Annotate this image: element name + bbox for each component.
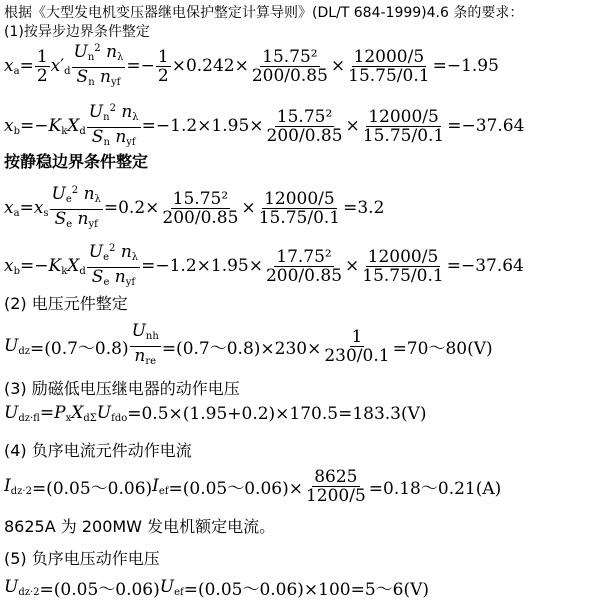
eq1-result: =−1.95	[432, 56, 499, 76]
equation-udz-fl: $U_{dz\cdot fl}=P_xX_{d\Sigma}U_{fdo}$ =0.5×(1.95+0.2)×170.5=183.3(V)	[4, 403, 427, 424]
eq1-tail: =−	[126, 56, 155, 76]
eq3-result: =3.2	[343, 198, 385, 218]
equation-udz2: $U_{dz\cdot 2}$ =(0.05～0.06) $U_{ef}$ =(0.05～0.06)×100=5～6(V)	[4, 577, 430, 600]
equation-idz2: $I_{dz\cdot 2}$ =(0.05～0.06) $I_{ef}$ =(0.05～0.06)× $\frac{8625}{1200/5}$ =0.18～0.21(A)	[4, 467, 502, 506]
eq4-result: =−37.64	[446, 256, 524, 276]
section-1-title: (1)按异步边界条件整定	[4, 24, 150, 40]
equation-xa-async: $x_a=$ $\frac{1}{2}$ $x'_d$ $\frac{U_n^2 n_\lambda}{S_n n_{yf}}$ =− $\frac{1}{2}$ ×0.242× $\frac{\text{15.75²}}{200/0.85}$ × $\frac{12000/5}{15.75/0.1}$ =−1.95	[4, 42, 499, 88]
eq7-result: =0.18～0.21(A)	[368, 479, 502, 499]
header-text: 根据《大型发电机变压器继电保护整定计算导则》(DL/T 684-1999)4.6 条的要求：	[4, 5, 524, 21]
rated-current-note: 8625A 为 200MW 发电机额定电流。	[4, 517, 276, 536]
equation-xa-static: $x_a=x_s$ $\frac{U_e^2 n_\lambda}{S_e n_{yf}}$ =0.2× $\frac{\text{15.75²}}{200/0.85}$ × $\frac{12000/5}{15.75/0.1}$ =3.2	[4, 184, 385, 230]
section-6-title: (5) 负序电压动作电压	[4, 549, 160, 568]
eq5-result: =70～80(V)	[392, 339, 493, 359]
equation-udz: $U_{dz}$ =(0.7～0.8) $\frac{U_{nh}}{n_{re}}$ =(0.7～0.8)×230× $\frac{1}{230/0.1}$ =70～80(V)	[4, 321, 493, 367]
eq2-result: =−37.64	[447, 116, 525, 136]
section-2-title: 按静稳边界条件整定	[4, 152, 149, 171]
equation-xb-static: $x_b=-K_kX_d$ $\frac{U_e^2 n_\lambda}{S_e n_{yf}}$ =−1.2×1.95× $\frac{\text{17.75²}}{200/0.85}$ × $\frac{12000/5}{15.75/0.1}$ =−37.64	[4, 242, 524, 288]
section-3-title: (2) 电压元件整定	[4, 294, 128, 313]
eq8-result: =(0.05～0.06)×100=5～6(V)	[183, 580, 430, 600]
equation-xb-async: $x_b=-K_kX_d$ $\frac{U_n^2 n_\lambda}{S_n n_{yf}}$ =−1.2×1.95× $\frac{\text{15.75²}}{200/0.85}$ × $\frac{12000/5}{15.75/0.1}$ =−37.64	[4, 102, 525, 148]
section-5-title: (4) 负序电流元件动作电流	[4, 441, 192, 460]
section-4-title: (3) 励磁低电压继电器的动作电压	[4, 379, 240, 398]
eq6-result: =0.5×(1.95+0.2)×170.5=183.3(V)	[127, 403, 427, 424]
